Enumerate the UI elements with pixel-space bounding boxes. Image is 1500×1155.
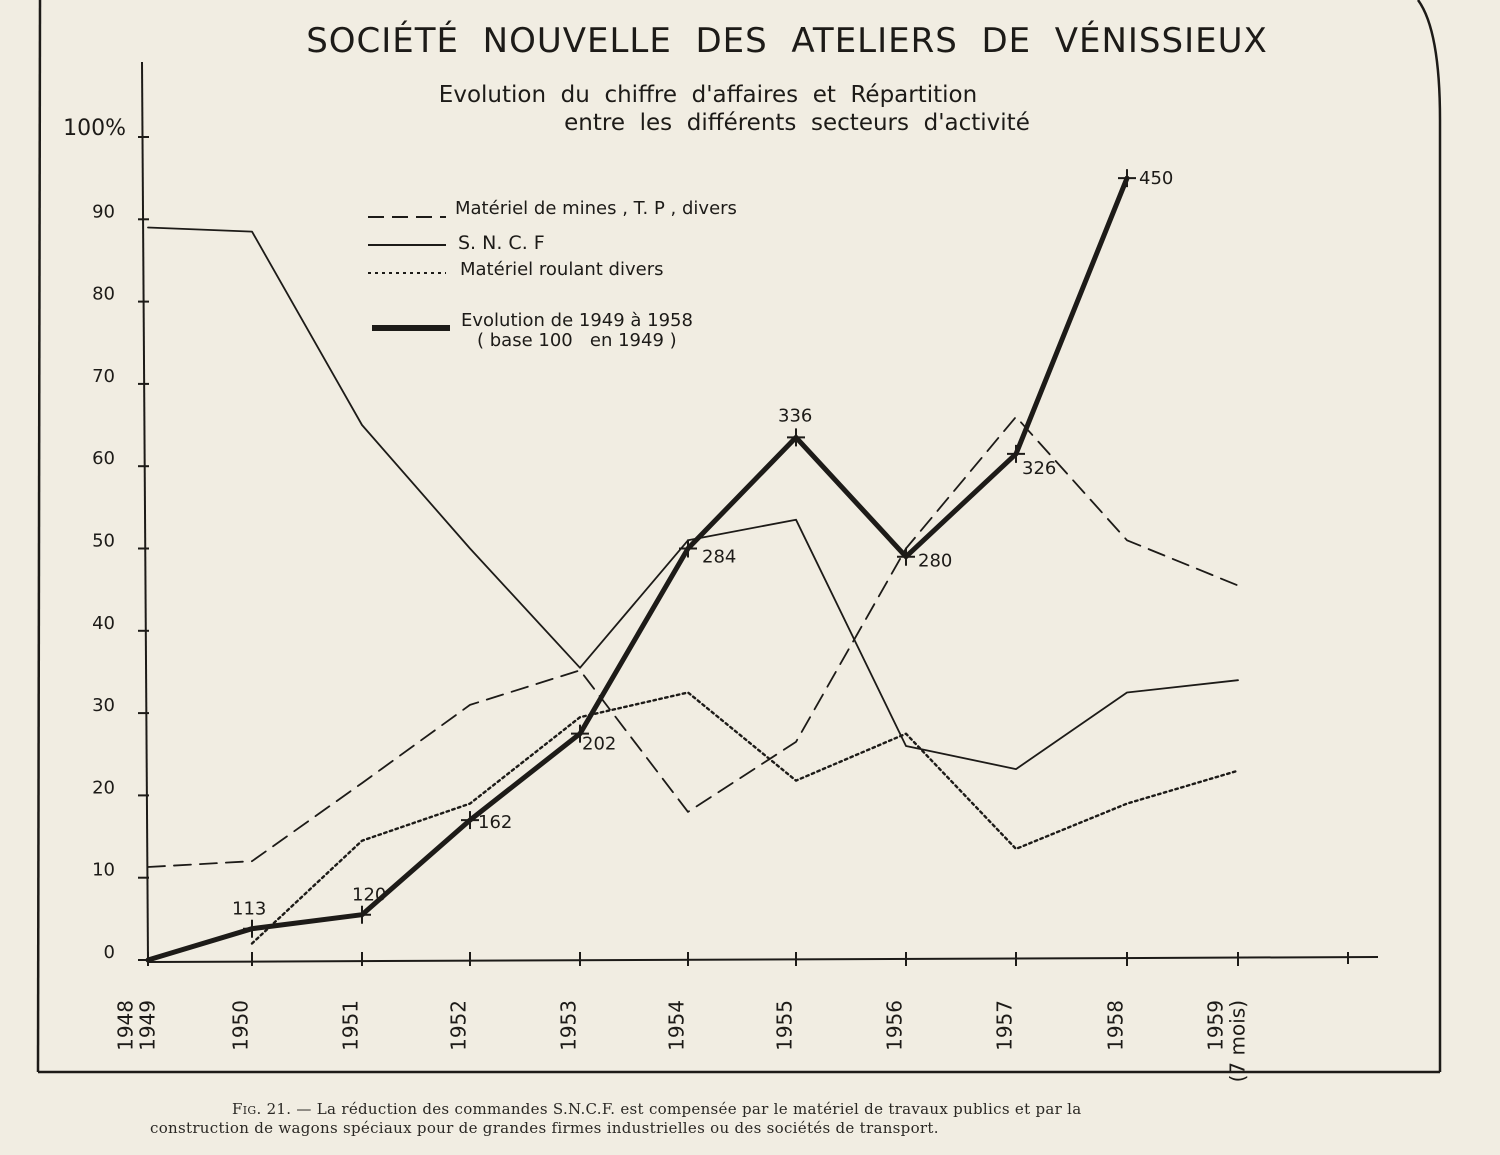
legend-label-roulant: Matériel roulant divers	[460, 259, 664, 280]
caption-line-2: construction de wagons spéciaux pour de grandes firmes industrielles ou des sociétés de transport.	[150, 1119, 939, 1137]
x-tick-label: 1958	[1103, 1000, 1128, 1051]
x-tick-label: 1949	[135, 1000, 160, 1051]
x-tick-label: 1954	[664, 1000, 689, 1051]
x-tick-label: (7 mois)	[1225, 1000, 1250, 1083]
x-tick-label: 1952	[446, 1000, 471, 1051]
y-tick-label: 50	[92, 530, 115, 552]
legend-label-sncf: S. N. C. F	[458, 232, 545, 254]
x-axis-line	[148, 957, 1378, 962]
x-tick-label: 1951	[338, 1000, 363, 1051]
y-tick-label: 70	[92, 365, 115, 387]
series-line-dotted	[252, 693, 1238, 944]
series-line-bold	[148, 178, 1127, 960]
y-tick-label: 30	[92, 695, 115, 717]
evolution-data-label: 113	[232, 898, 267, 920]
figure-caption	[150, 1100, 1350, 1138]
y-tick-label: 80	[92, 283, 115, 305]
evolution-data-label: 280	[918, 550, 953, 572]
x-tick-label: 1956	[882, 1000, 907, 1051]
y-axis-line	[142, 62, 148, 962]
chart-subtitle-line-1: Evolution du chiffre d'affaires et Répartition	[438, 82, 978, 108]
y-tick-label: 100%	[63, 116, 126, 141]
legend	[368, 198, 737, 351]
caption-text-1: — La réduction des commandes S.N.C.F. est compensée par le matériel de travaux publics et par la	[291, 1100, 1082, 1118]
x-tick-label: 1953	[556, 1000, 581, 1051]
evolution-data-label: 120	[352, 884, 387, 906]
legend-label-evolution-base: ( base 100 en 1949 )	[477, 330, 677, 351]
x-tick-label: 1950	[228, 1000, 253, 1051]
y-tick-label: 0	[103, 942, 115, 963]
evolution-data-label: 162	[478, 812, 513, 834]
frame-right-border	[1418, 0, 1440, 1072]
legend-label-mines: Matériel de mines , T. P , divers	[455, 198, 737, 219]
evolution-data-label: 326	[1022, 457, 1057, 479]
y-tick-label: 10	[92, 859, 115, 881]
chart-title: SOCIÉTÉ NOUVELLE DES ATELIERS DE VÉNISSIEUX	[306, 21, 1268, 61]
caption-line-1	[150, 1100, 1350, 1119]
chart-subtitle-line-2: entre les différents secteurs d'activité	[564, 110, 1030, 136]
y-tick-label: 40	[92, 612, 115, 634]
caption-fig-number: Fig. 21.	[232, 1100, 292, 1118]
frame-left-border	[38, 0, 40, 1072]
y-tick-label: 90	[92, 201, 115, 223]
evolution-data-label: 202	[582, 733, 617, 755]
x-tick-label: 1955	[772, 1000, 797, 1051]
x-tick-label: 1959	[1203, 1000, 1228, 1051]
x-tick-label: 1948	[113, 1000, 138, 1051]
y-tick-label: 60	[92, 448, 115, 470]
evolution-data-label: 284	[702, 546, 737, 568]
evolution-data-label: 450	[1139, 168, 1174, 190]
x-tick-label: 1957	[992, 1000, 1017, 1051]
y-tick-label: 20	[92, 777, 115, 799]
evolution-data-label: 336	[778, 405, 813, 427]
legend-label-evolution: Evolution de 1949 à 1958	[461, 310, 693, 331]
data-marks	[232, 168, 1173, 938]
series-line-dashed	[148, 417, 1238, 867]
series-lines	[148, 178, 1238, 960]
